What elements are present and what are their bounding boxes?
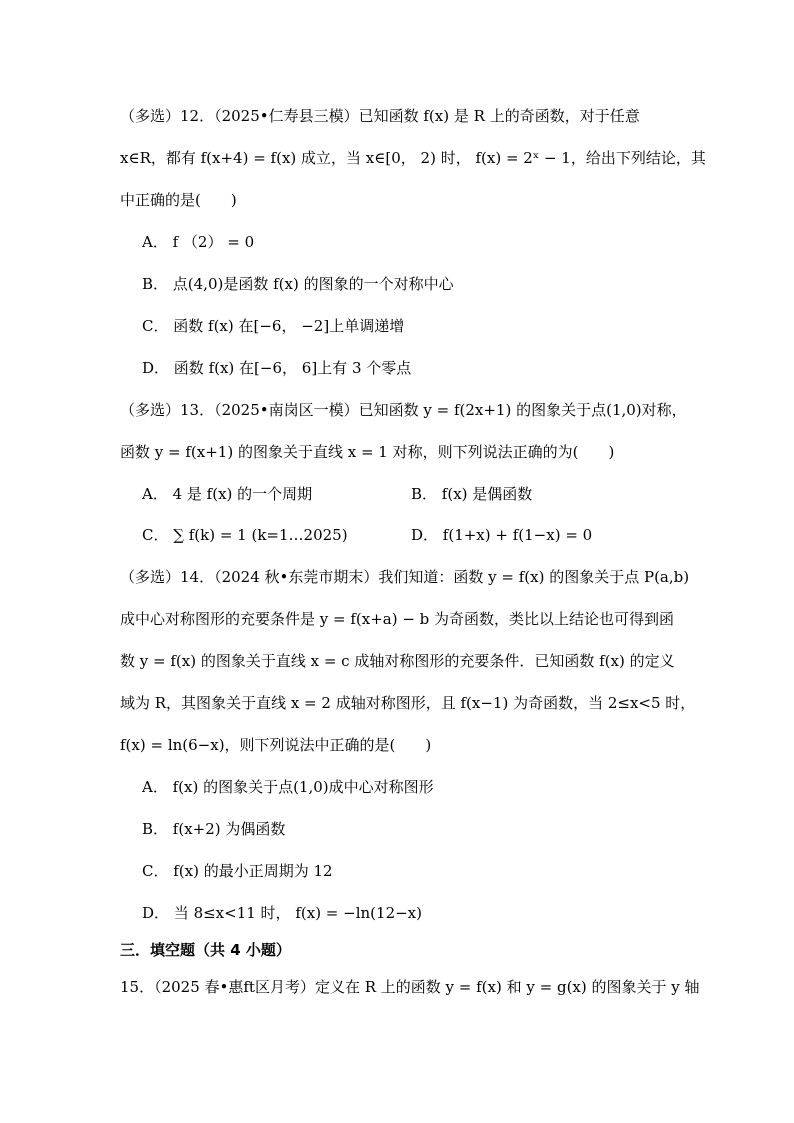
q12-line-3: 中正确的是( ) bbox=[120, 191, 237, 209]
q14-option-d: D． 当 8≤x<11 时， f(x) = −ln(12−x) bbox=[142, 904, 422, 922]
q12-option-c: C． 函数 f(x) 在[−6， −2]上单调递增 bbox=[142, 317, 405, 335]
q14-line-3: 数 y = f(x) 的图象关于直线 x = c 成轴对称图形的充要条件．已知函数 f(x) 的定义 bbox=[120, 652, 675, 670]
q13-option-a: A． 4 是 f(x) 的一个周期 bbox=[142, 485, 313, 503]
q14-option-c: C． f(x) 的最小正周期为 12 bbox=[142, 862, 333, 880]
q13-line-2: 函数 y = f(x+1) 的图象关于直线 x = 1 对称，则下列说法正确的为( ) bbox=[120, 443, 615, 461]
q12-option-b: B． 点(4,0)是函数 f(x) 的图象的一个对称中心 bbox=[142, 275, 454, 293]
q14-line-2: 成中心对称图形的充要条件是 y = f(x+a) − b 为奇函数，类比以上结论也可得到函 bbox=[120, 610, 675, 628]
q12-option-d: D． 函数 f(x) 在[−6， 6]上有 3 个零点 bbox=[142, 359, 412, 377]
q14-option-a: A． f(x) 的图象关于点(1,0)成中心对称图形 bbox=[142, 778, 434, 796]
q13-option-c: C． ∑ f(k) = 1 (k=1…2025) bbox=[142, 526, 348, 544]
q12-line-2: x∈R，都有 f(x+4) = f(x) 成立，当 x∈[0， 2) 时， f(x) = 2ˣ − 1，给出下列结论，其 bbox=[120, 149, 706, 167]
q13-option-d: D． f(1+x) + f(1−x) = 0 bbox=[411, 526, 593, 544]
q14-line-4: 域为 R，其图象关于直线 x = 2 成轴对称图形，且 f(x−1) 为奇函数，当 2≤x<5 时， bbox=[120, 694, 696, 712]
q15-line-1: 15．（2025 春•惠ft区月考）定义在 R 上的函数 y = f(x) 和 y = g(x) 的图象关于 y 轴 bbox=[120, 978, 700, 996]
q14-line-1: （多选）14．（2024 秋•东莞市期末）我们知道：函数 y = f(x) 的图象关于点 P(a,b) bbox=[120, 568, 690, 586]
section-heading: 三．填空题（共 4 小题） bbox=[120, 941, 291, 959]
q13-line-1: （多选）13．（2025•南岗区一模）已知函数 y = f(2x+1) 的图象关于点(1,0)对称， bbox=[120, 401, 687, 419]
q14-line-5: f(x) = ln(6−x)，则下列说法中正确的是( ) bbox=[120, 736, 432, 754]
q12-line-1: （多选）12．（2025•仁寿县三模）已知函数 f(x) 是 R 上的奇函数，对于任意 bbox=[120, 107, 640, 125]
q13-option-b: B． f(x) 是偶函数 bbox=[411, 485, 533, 503]
q12-option-a: A． f （2） = 0 bbox=[142, 233, 255, 251]
q14-option-b: B． f(x+2) 为偶函数 bbox=[142, 820, 286, 838]
